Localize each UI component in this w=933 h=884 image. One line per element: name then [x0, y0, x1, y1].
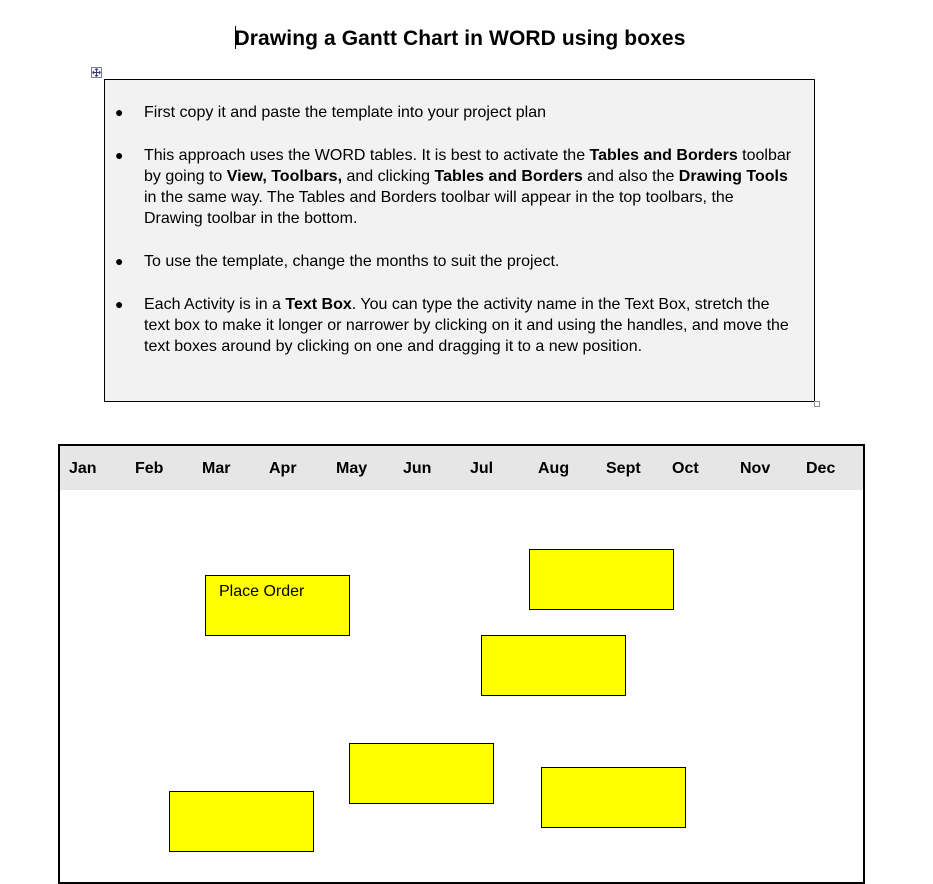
instruction-item: [105, 145, 814, 229]
instruction-text: This approach uses the WORD tables. It is best to activate the: [144, 147, 590, 164]
instruction-item: [105, 294, 814, 357]
instruction-text: . You can type the activity name in the Text Box, stretch the text box to make it longer or narrower by clicking on it and using the handles, and move the text boxes around by clicking on one and dragging it to a new position.: [144, 296, 789, 355]
document-title-text: Drawing a Gantt Chart in WORD using boxes: [234, 27, 686, 50]
instruction-bold-text: Drawing Tools: [678, 168, 788, 185]
instructions-list: [105, 102, 814, 379]
month-label-sept[interactable]: Sept: [606, 460, 641, 477]
gantt-month-header: [60, 446, 863, 490]
document-title: [0, 26, 920, 51]
instruction-item: [105, 102, 814, 123]
bullet-icon: ●: [115, 296, 124, 312]
gantt-chart: [58, 444, 865, 884]
bullet-icon: ●: [115, 147, 124, 163]
instruction-text: in the same way. The Tables and Borders toolbar will appear in the top toolbars, the Drawing toolbar in the bottom.: [144, 189, 734, 227]
month-label-aug[interactable]: Aug: [538, 460, 570, 477]
bullet-icon: ●: [115, 104, 124, 120]
month-label-apr[interactable]: Apr: [269, 460, 297, 477]
instruction-text: To use the template, change the months to suit the project.: [144, 253, 560, 270]
instruction-text: Each Activity is in a: [144, 296, 286, 313]
activity-box[interactable]: [481, 635, 626, 696]
instruction-bold-text: Tables and Borders: [434, 168, 583, 185]
instruction-text: and also the: [582, 168, 679, 185]
instruction-bold-text: Tables and Borders: [589, 147, 738, 164]
month-label-oct[interactable]: Oct: [672, 460, 699, 477]
activity-box[interactable]: [529, 549, 674, 610]
instruction-text: and clicking: [342, 168, 435, 185]
instruction-text: First copy it and paste the template into your project plan: [144, 104, 546, 121]
month-label-jan[interactable]: Jan: [69, 460, 97, 477]
activity-box-place-order[interactable]: Place Order: [205, 575, 350, 636]
month-label-dec[interactable]: Dec: [806, 460, 836, 477]
instructions-box: [104, 79, 815, 402]
activity-box[interactable]: [349, 743, 494, 804]
month-label-jul[interactable]: Jul: [470, 460, 494, 477]
month-label-nov[interactable]: Nov: [740, 460, 771, 477]
activity-box[interactable]: [541, 767, 686, 828]
table-resize-handle[interactable]: [814, 401, 820, 407]
instruction-item: [105, 251, 814, 272]
table-move-handle-icon[interactable]: [91, 67, 102, 78]
bullet-icon: ●: [115, 253, 124, 269]
instruction-bold-text: View, Toolbars,: [226, 168, 343, 185]
activity-box[interactable]: [169, 791, 314, 852]
month-label-may[interactable]: May: [336, 460, 368, 477]
month-label-mar[interactable]: Mar: [202, 460, 231, 477]
month-label-feb[interactable]: Feb: [135, 460, 164, 477]
instruction-bold-text: Text Box: [285, 296, 352, 313]
month-label-jun[interactable]: Jun: [403, 460, 432, 477]
instruction-text: toolbar by going to: [144, 147, 792, 185]
